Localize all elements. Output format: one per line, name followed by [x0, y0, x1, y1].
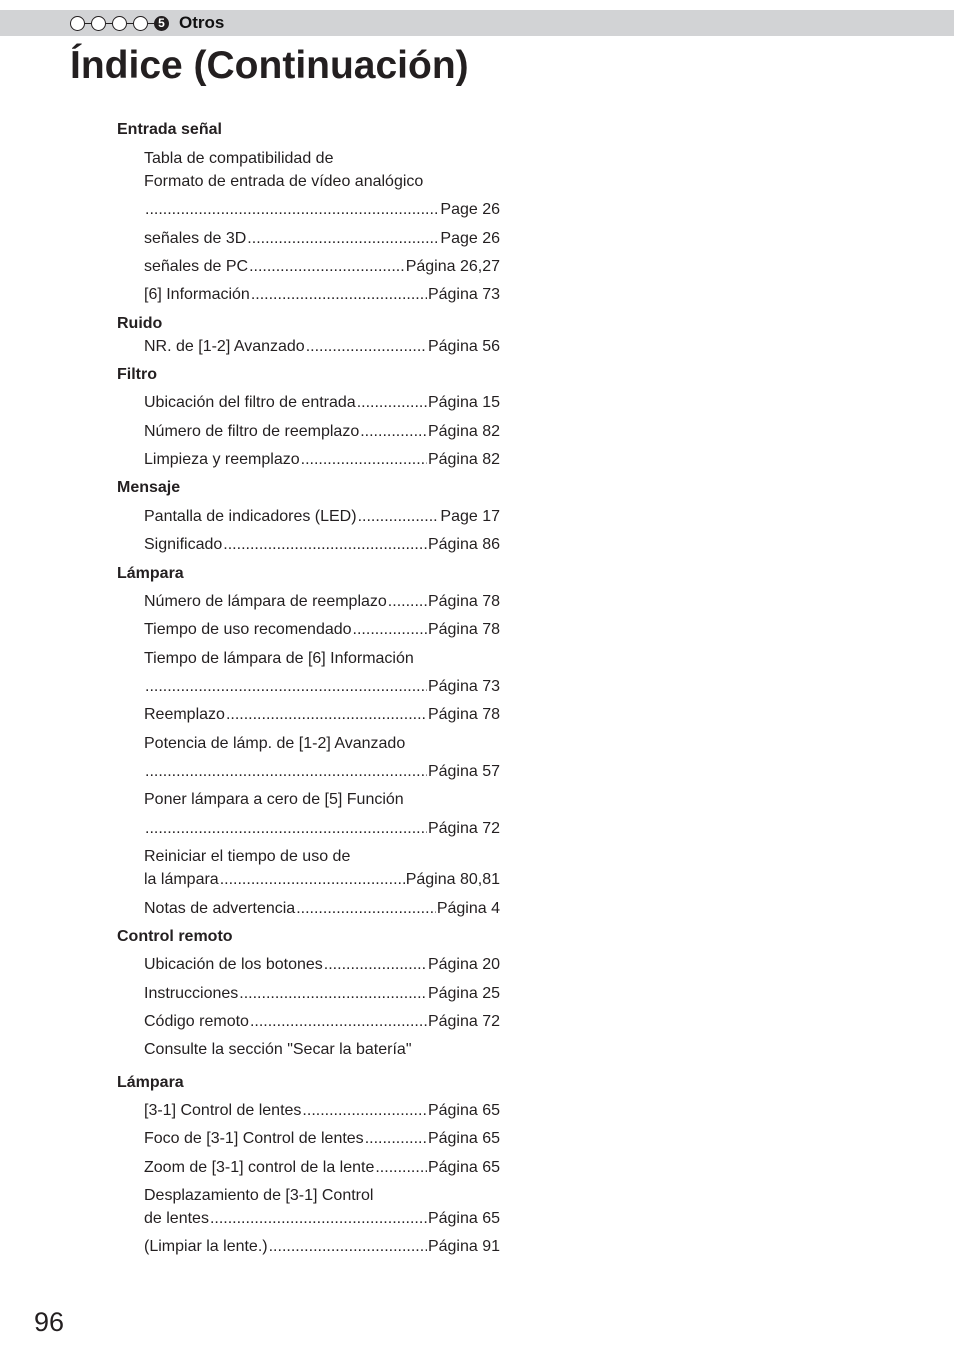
leader-dots	[306, 337, 427, 357]
index-entry	[144, 507, 500, 527]
index-entry	[144, 285, 500, 305]
index-entry-label: Instrucciones	[144, 985, 239, 1002]
leader-dots	[145, 762, 427, 782]
leader-dots	[145, 819, 427, 839]
index-entry-label: Pantalla de indicadores (LED)	[144, 508, 357, 525]
index-category-heading: Entrada señal	[117, 121, 222, 138]
leader-dots	[145, 677, 427, 697]
index-entry	[144, 870, 500, 890]
index-entry-text: Formato de entrada de vídeo analógico	[144, 173, 424, 190]
index-page-ref: Página 20	[427, 956, 500, 973]
index-entry	[144, 229, 500, 249]
index-entry-label: señales de 3D	[144, 230, 247, 247]
index-entry-label: Número de filtro de reemplazo	[144, 423, 360, 440]
leader-dots	[239, 984, 427, 1004]
index-category-heading: Mensaje	[117, 479, 181, 496]
index-page-ref: Página 80,81	[405, 871, 500, 888]
leader-dots	[302, 1101, 427, 1121]
index-page-ref: Página 25	[427, 985, 500, 1002]
index-page-ref: Página 65	[427, 1130, 500, 1147]
index-entry-label: Ubicación del filtro de entrada	[144, 394, 356, 411]
index-entry-label: [6] Información	[144, 286, 250, 303]
index-entry-label: la lámpara	[144, 871, 219, 888]
index-category-heading: Control remoto	[117, 928, 233, 945]
leader-dots	[210, 1209, 427, 1229]
index-entry	[144, 762, 500, 782]
index-page-ref: Página 73	[427, 286, 500, 303]
leader-dots	[269, 1237, 427, 1257]
index-entry-label: Reemplazo	[144, 706, 225, 723]
leader-dots	[301, 450, 427, 470]
leader-dots	[145, 200, 439, 220]
index-entry-text: Reiniciar el tiempo de uso de	[144, 848, 351, 865]
index-entry	[144, 1158, 500, 1178]
chapter-navigation	[70, 12, 224, 34]
index-entry	[144, 705, 500, 725]
leader-dots	[296, 899, 436, 919]
leader-dots	[375, 1158, 427, 1178]
chapter-name: Otros	[179, 13, 225, 32]
index-category-heading: Lámpara	[117, 1074, 184, 1091]
index-entry	[144, 450, 500, 470]
index-entry-label: [3-1] Control de lentes	[144, 1102, 302, 1119]
index-entry-label: Limpieza y reemplazo	[144, 451, 300, 468]
index-category-heading: Filtro	[117, 366, 157, 383]
index-entry	[144, 200, 500, 220]
chapter-step-circle	[91, 16, 106, 31]
index-entry-text: Desplazamiento de [3-1] Control	[144, 1187, 374, 1204]
index-entry-text: Potencia de lámp. de [1-2] Avanzado	[144, 735, 406, 752]
index-entry	[144, 1237, 500, 1257]
index-page-ref: Page 26	[440, 201, 500, 218]
leader-dots	[357, 393, 427, 413]
index-page-ref: Página 78	[427, 593, 500, 610]
page-number: 96	[34, 1307, 65, 1337]
leader-dots	[251, 285, 427, 305]
index-page-ref: Página 72	[427, 820, 500, 837]
leader-dots	[220, 870, 405, 890]
index-page-ref: Página 91	[427, 1238, 500, 1255]
index-page-ref: Página 82	[427, 423, 500, 440]
leader-dots	[358, 507, 440, 527]
index-entry-text: Tabla de compatibilidad de	[144, 150, 334, 167]
index-entry-label: Número de lámpara de reemplazo	[144, 593, 387, 610]
index-category-heading: Ruido	[117, 315, 163, 332]
index-page-ref: Página 65	[427, 1102, 500, 1119]
index-page-ref: Página 15	[427, 394, 500, 411]
index-page-ref: Page 17	[440, 508, 500, 525]
index-page-ref: Página 57	[427, 763, 500, 780]
index-page-ref: Página 73	[427, 678, 500, 695]
index-page-ref: Página 26,27	[405, 258, 500, 275]
leader-dots	[388, 592, 427, 612]
leader-dots	[223, 535, 427, 555]
index-entry	[144, 1209, 500, 1229]
index-entry	[144, 1129, 500, 1149]
index-page-ref: Página 78	[427, 621, 500, 638]
index-entry	[144, 535, 500, 555]
index-entry-label: de lentes	[144, 1210, 209, 1227]
index-page-ref: Página 65	[427, 1210, 500, 1227]
index-entry-label: Zoom de [3-1] control de la lente	[144, 1159, 375, 1176]
index-entry-label: Notas de advertencia	[144, 900, 296, 917]
index-entry-label: Tiempo de uso recomendado	[144, 621, 352, 638]
index-entry	[144, 257, 500, 277]
index-entry	[144, 337, 500, 357]
leader-dots	[365, 1129, 427, 1149]
index-page-ref: Página 86	[427, 536, 500, 553]
index-entry	[144, 984, 500, 1004]
index-page-ref: Página 65	[427, 1159, 500, 1176]
index-category-heading: Lámpara	[117, 565, 184, 582]
chapter-step-circle	[70, 16, 85, 31]
leader-dots	[324, 955, 427, 975]
index-entry-label: NR. de [1-2] Avanzado	[144, 338, 305, 355]
index-page-ref: Page 26	[440, 230, 500, 247]
index-entry	[144, 592, 500, 612]
index-page-ref: Página 82	[427, 451, 500, 468]
chapter-step-circle	[112, 16, 127, 31]
leader-dots	[249, 257, 405, 277]
index-entry	[144, 899, 500, 919]
leader-dots	[250, 1012, 427, 1032]
index-entry	[144, 1012, 500, 1032]
index-entry-text: Poner lámpara a cero de [5] Función	[144, 791, 404, 808]
index-entry-label: Código remoto	[144, 1013, 249, 1030]
index-entry	[144, 1101, 500, 1121]
index-entry	[144, 422, 500, 442]
index-entry-text: Consulte la sección "Secar la batería"	[144, 1041, 412, 1058]
leader-dots	[353, 620, 427, 640]
chapter-step-circle	[133, 16, 148, 31]
leader-dots	[226, 705, 427, 725]
index-entry	[144, 393, 500, 413]
index-entry-text: Tiempo de lámpara de [6] Información	[144, 650, 414, 667]
index-entry-label: señales de PC	[144, 258, 249, 275]
chapter-step-active: 5	[154, 16, 169, 31]
index-entry	[144, 620, 500, 640]
index-entry	[144, 677, 500, 697]
index-page-ref: Página 72	[427, 1013, 500, 1030]
index-entry-label: Significado	[144, 536, 223, 553]
index-page-ref: Página 78	[427, 706, 500, 723]
index-entry-label: Ubicación de los botones	[144, 956, 323, 973]
index-entry	[144, 819, 500, 839]
leader-dots	[247, 229, 439, 249]
index-page-ref: Página 56	[427, 338, 500, 355]
leader-dots	[360, 422, 427, 442]
index-page-ref: Página 4	[436, 900, 500, 917]
index-entry	[144, 955, 500, 975]
index-entry-label: (Limpiar la lente.)	[144, 1238, 268, 1255]
page-title: Índice (Continuación)	[70, 44, 469, 87]
index-entry-label: Foco de [3-1] Control de lentes	[144, 1130, 364, 1147]
